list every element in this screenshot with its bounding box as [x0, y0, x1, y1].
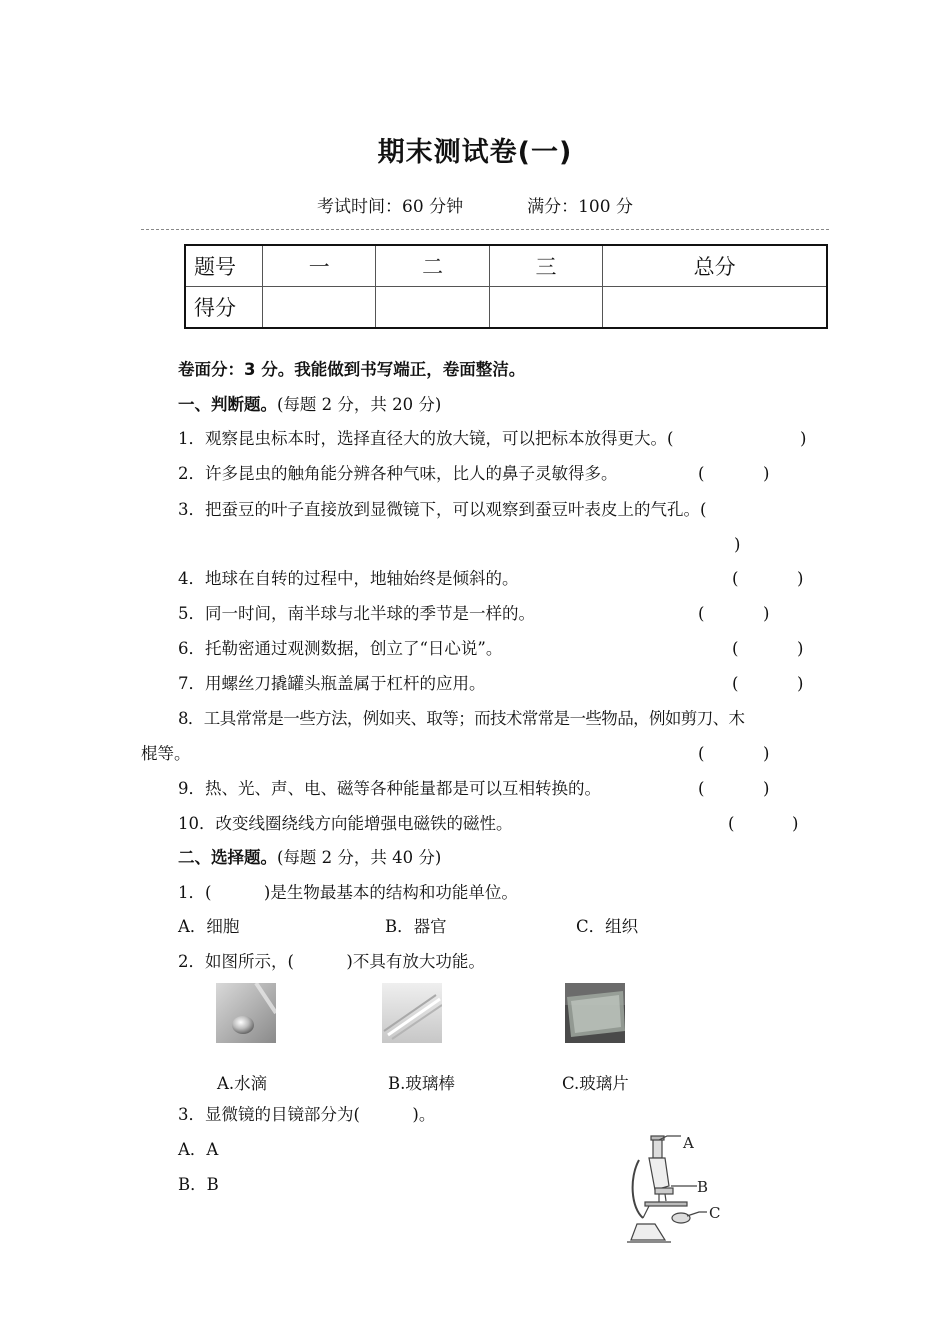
section1-heading — [178, 394, 441, 416]
answer-paren-close: ) — [763, 744, 770, 763]
answer-paren-close: ) — [763, 464, 770, 483]
answer-paren-open: ( — [728, 814, 735, 833]
question-item: 2．许多昆虫的触角能分辨各种气味，比人的鼻子灵敏得多。 — [178, 464, 618, 483]
score-table-cell: 三 — [489, 245, 602, 287]
answer-paren-close: ) — [800, 429, 807, 448]
answer-paren-close: ) — [763, 604, 770, 623]
option-a: A．细胞 — [178, 917, 240, 936]
neatness-note: 卷面分：3 分。我能做到书写端正，卷面整洁。 — [178, 360, 526, 379]
score-table-score-row — [185, 287, 827, 329]
answer-paren-close: ) — [797, 674, 804, 693]
question-item: 2．如图所示，( )不具有放大功能。 — [178, 952, 485, 971]
water-drop-image — [216, 983, 276, 1043]
image-caption-a: A.水滴 — [217, 1074, 268, 1093]
question-item: 10．改变线圈绕线方向能增强电磁铁的磁性。 — [178, 814, 513, 833]
score-table-cell: 题号 — [185, 245, 263, 287]
answer-paren-open: ( — [732, 639, 739, 658]
page-title: 期末测试卷(一) — [377, 137, 573, 168]
option-b: B．器官 — [385, 917, 447, 936]
answer-paren-open: ( — [698, 604, 705, 623]
diagram-label-b: B — [697, 1178, 709, 1196]
question-item: 3．显微镜的目镜部分为( )。 — [178, 1105, 436, 1124]
microscope-diagram — [625, 1128, 740, 1248]
question-item: 5．同一时间，南半球与北半球的季节是一样的。 — [178, 604, 535, 623]
score-table-cell: 二 — [376, 245, 489, 287]
answer-paren-open: ( — [732, 569, 739, 588]
score-table-cell: 得分 — [185, 287, 263, 329]
answer-paren-close: ) — [797, 569, 804, 588]
option-c: C．组织 — [576, 917, 639, 936]
question-item: 1．( )是生物最基本的结构和功能单位。 — [178, 883, 518, 902]
question-item: 9．热、光、声、电、磁等各种能量都是可以互相转换的。 — [178, 779, 601, 798]
answer-paren-open: ( — [698, 744, 705, 763]
answer-paren-close: ) — [797, 639, 804, 658]
question-item: 6．托勒密通过观测数据，创立了“日心说”。 — [178, 639, 503, 658]
question-item: 1．观察昆虫标本时，选择直径大的放大镜，可以把标本放得更大。( — [178, 429, 674, 448]
question-item: 3．把蚕豆的叶子直接放到显微镜下，可以观察到蚕豆叶表皮上的气孔。( — [178, 500, 707, 519]
question-item: 4．地球在自转的过程中，地轴始终是倾斜的。 — [178, 569, 519, 588]
answer-paren-open: ( — [732, 674, 739, 693]
answer-paren-close: ) — [792, 814, 799, 833]
section2-note: (每题 2 分，共 40 分) — [277, 848, 442, 867]
score-table-cell: 总分 — [603, 245, 827, 287]
question-item-continued: 棍等。 — [141, 744, 191, 763]
glass-slide-image — [565, 983, 625, 1043]
question-item: 7．用螺丝刀撬罐头瓶盖属于杠杆的应用。 — [178, 674, 486, 693]
dashed-divider — [141, 229, 829, 230]
exam-time: 考试时间：60 分钟 — [317, 197, 464, 217]
score-table — [184, 244, 828, 329]
section2-title: 二、选择题。 — [178, 848, 277, 867]
full-score: 满分：100 分 — [527, 197, 633, 217]
score-table-header-row — [185, 245, 827, 287]
answer-paren-open: ( — [698, 464, 705, 483]
section1-note: (每题 2 分，共 20 分) — [277, 395, 442, 414]
diagram-label-a: A — [683, 1134, 694, 1152]
section1-title: 一、判断题。 — [178, 395, 277, 414]
image-caption-b: B.玻璃棒 — [388, 1074, 455, 1093]
answer-paren-close: ) — [763, 779, 770, 798]
glass-rod-image — [382, 983, 442, 1043]
score-input-cell[interactable] — [263, 287, 376, 329]
score-input-cell[interactable] — [603, 287, 827, 329]
score-input-cell[interactable] — [489, 287, 602, 329]
image-caption-c: C.玻璃片 — [562, 1074, 629, 1093]
diagram-label-c: C — [709, 1204, 721, 1222]
score-input-cell[interactable] — [376, 287, 489, 329]
option-b: B．B — [178, 1175, 219, 1194]
score-table-cell: 一 — [263, 245, 376, 287]
exam-info — [0, 192, 950, 217]
question-item: 8．工具常常是一些方法，例如夹、取等；而技术常常是一些物品，例如剪刀、木 — [178, 709, 745, 728]
answer-paren-open: ( — [698, 779, 705, 798]
option-a: A．A — [178, 1140, 219, 1159]
section2-heading — [178, 847, 441, 869]
answer-paren-close: ) — [734, 535, 741, 554]
